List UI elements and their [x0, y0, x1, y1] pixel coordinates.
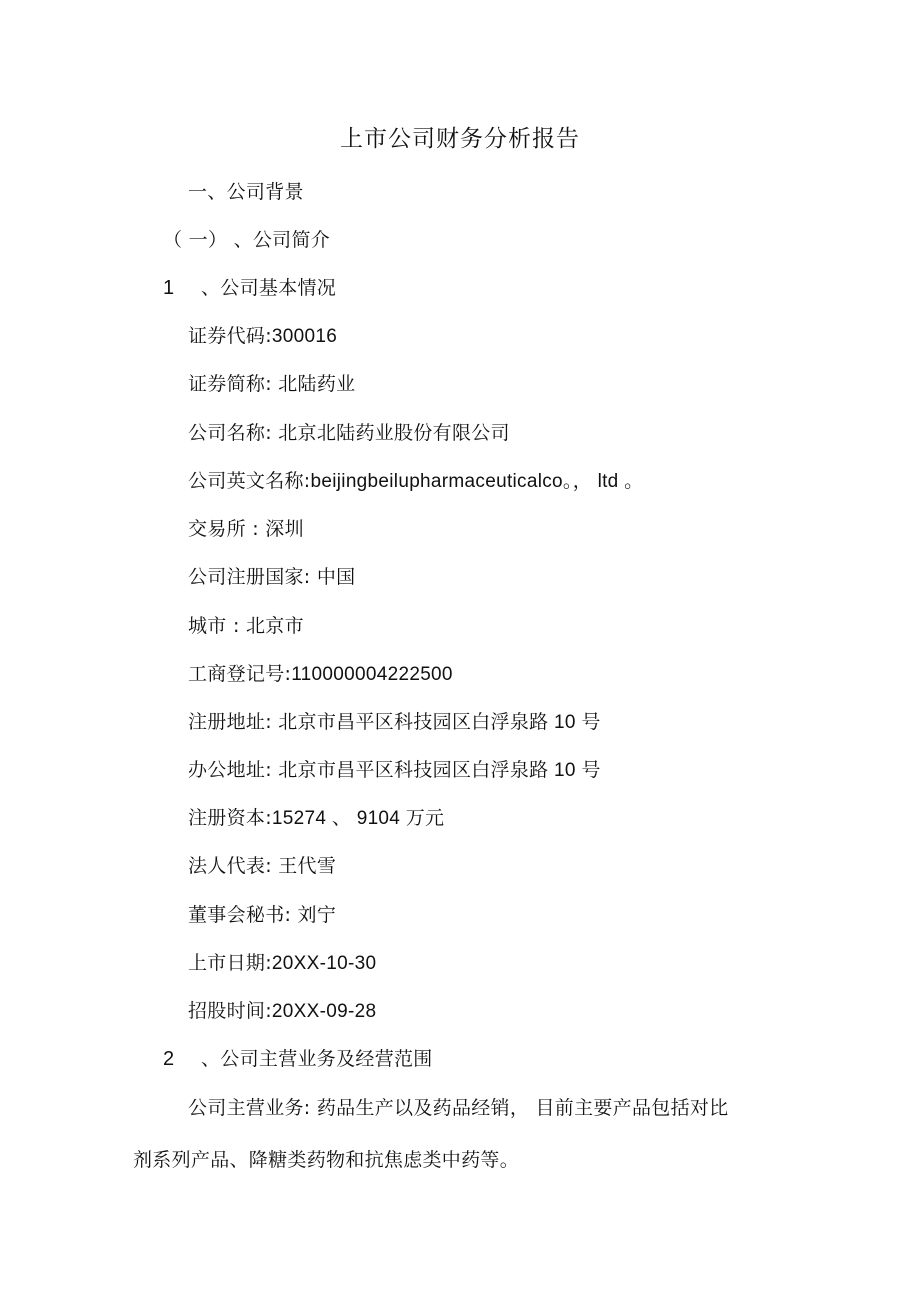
- item-label: 、公司基本情况: [201, 277, 337, 299]
- field-row: [188, 469, 643, 494]
- field-value: 20XX-09-28: [271, 1001, 377, 1022]
- field-key: 城市 :: [188, 615, 246, 637]
- field-value: 王代雪: [278, 856, 337, 877]
- field-value: 中国: [316, 567, 356, 588]
- field-row: [188, 324, 337, 349]
- field-key: 上市日期:: [188, 952, 272, 974]
- field-key: 证券代码:: [188, 325, 272, 347]
- field-row: [188, 854, 336, 879]
- item-number: 2: [163, 1048, 175, 1070]
- field-row: [188, 421, 510, 446]
- paragraph-line: 公司主营业务: 药品生产以及药品经销， 目前主要产品包括对比: [188, 1097, 729, 1119]
- field-row: [188, 372, 355, 397]
- field-key: 法人代表:: [188, 855, 279, 877]
- subsection-heading-company-profile: （ 一） 、公司简介: [163, 229, 331, 251]
- field-key: 证券简称:: [188, 373, 279, 395]
- field-row: [188, 758, 601, 783]
- field-row: [188, 806, 444, 831]
- field-key: 注册地址:: [188, 711, 279, 733]
- field-value: 深圳: [265, 519, 304, 540]
- field-value: 北京市: [245, 616, 304, 637]
- field-key: 董事会秘书:: [188, 904, 298, 926]
- field-key: 招股时间:: [188, 1000, 272, 1022]
- item-heading-basic-info: [163, 276, 336, 300]
- field-row: [188, 517, 304, 542]
- field-value: beijingbeilupharmaceuticalco。， ltd 。: [310, 471, 644, 492]
- field-row: [188, 710, 601, 735]
- field-value: 刘宁: [297, 905, 337, 926]
- field-key: 办公地址:: [188, 759, 279, 781]
- item-heading-main-business: [163, 1047, 433, 1071]
- field-value: 15274 、 9104 万元: [271, 808, 445, 829]
- field-key: 公司英文名称:: [188, 470, 311, 492]
- field-key: 交易所 :: [188, 518, 266, 540]
- field-value: 110000004222500: [291, 664, 453, 685]
- field-value: 北京北陆药业股份有限公司: [278, 423, 510, 444]
- field-value: 北陆药业: [278, 374, 356, 395]
- item-number: 1: [163, 277, 175, 299]
- field-key: 公司名称:: [188, 422, 279, 444]
- field-value: 300016: [271, 326, 338, 347]
- field-key: 注册资本:: [188, 807, 272, 829]
- section-heading-company-background: 一、公司背景: [188, 181, 304, 203]
- field-value: 北京市昌平区科技园区白浮泉路 10 号: [278, 712, 601, 733]
- field-key: 公司注册国家:: [188, 566, 317, 588]
- page-title: 上市公司财务分析报告: [340, 126, 580, 152]
- field-row: [188, 565, 355, 590]
- field-row: [188, 999, 376, 1024]
- field-key: 工商登记号:: [188, 663, 292, 685]
- paragraph-line: 剂系列产品、降糖类药物和抗焦虑类中药等。: [133, 1149, 520, 1171]
- field-row: [188, 903, 336, 928]
- field-value: 北京市昌平区科技园区白浮泉路 10 号: [278, 760, 601, 781]
- item-label: 、公司主营业务及经营范围: [201, 1048, 433, 1070]
- field-row: [188, 951, 376, 976]
- field-row: [188, 614, 304, 639]
- field-value: 20XX-10-30: [271, 953, 377, 974]
- field-row: [188, 662, 453, 687]
